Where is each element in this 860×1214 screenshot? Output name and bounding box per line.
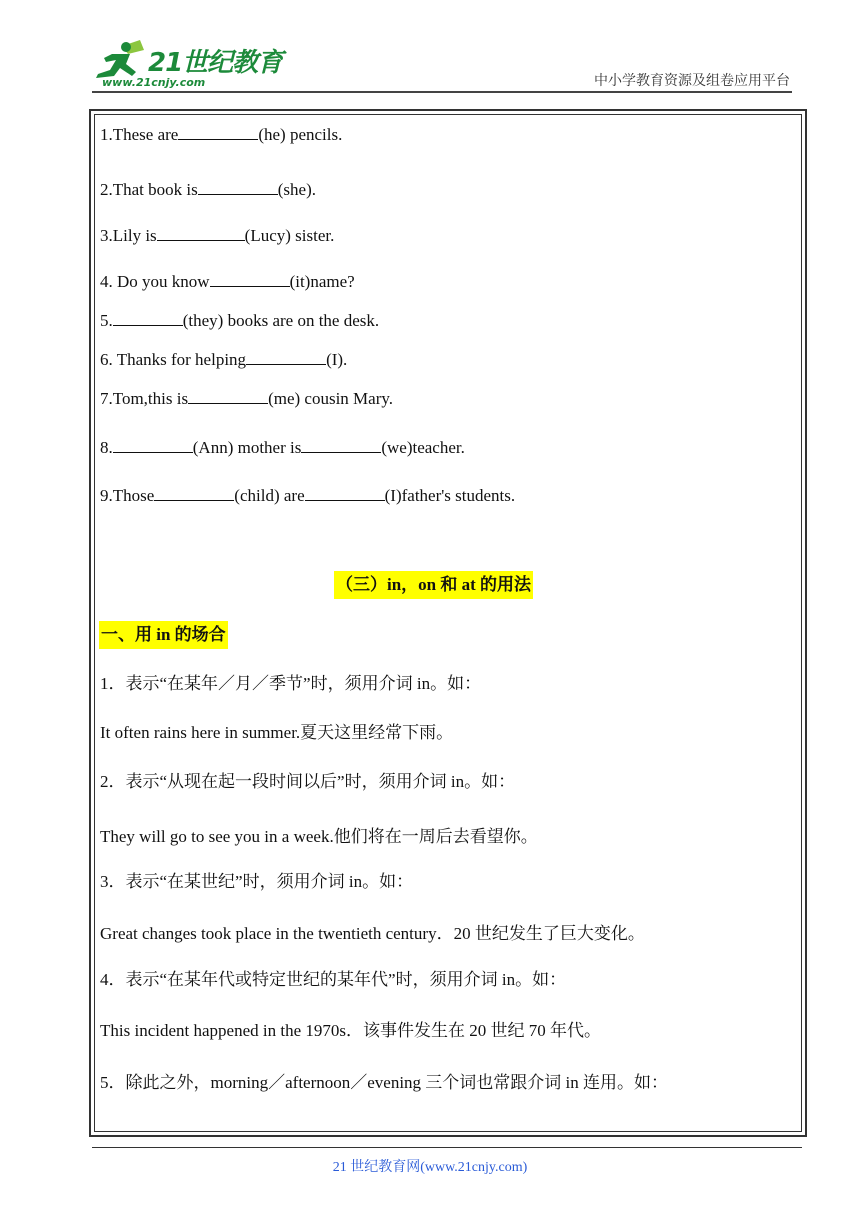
exercise-2: 2.That book is (she). bbox=[100, 180, 316, 199]
rule-5: 5．除此之外，morning／afternoon／evening 三个词也常跟介词 in 连用。如： bbox=[100, 1073, 669, 1092]
answer-blank bbox=[198, 178, 278, 195]
logo bbox=[92, 38, 292, 90]
platform-name: 中小学教育资源及组卷应用平台 bbox=[594, 73, 790, 89]
page-header bbox=[0, 0, 860, 100]
exercise-9: 9.Those (child) are (I)father's students. bbox=[100, 486, 516, 505]
section-title: （三）in，on 和 at 的用法 bbox=[334, 571, 533, 599]
exercise-1: 1.These are (he) pencils. bbox=[100, 125, 343, 144]
exercise-5: 5. (they) books are on the desk. bbox=[100, 311, 380, 330]
answer-blank bbox=[178, 123, 258, 140]
header-rule bbox=[92, 91, 792, 93]
answer-blank bbox=[157, 224, 245, 241]
subsection-title: 一、用 in 的场合 bbox=[99, 621, 228, 649]
answer-blank bbox=[113, 309, 183, 326]
answer-blank bbox=[188, 387, 268, 404]
exercise-8: 8. (Ann) mother is (we)teacher. bbox=[100, 438, 465, 457]
logo-url: www.21cnjy.com bbox=[102, 76, 206, 89]
answer-blank bbox=[210, 270, 290, 287]
answer-blank bbox=[113, 436, 193, 453]
example-4: This incident happened in the 1970s．该事件发生在 20 世纪 70 年代。 bbox=[100, 1021, 601, 1040]
logo-text: 21世纪教育 bbox=[148, 48, 283, 78]
rule-3: 3．表示“在某世纪”时，须用介词 in。如： bbox=[100, 872, 414, 891]
rule-2: 2．表示“从现在起一段时间以后”时，须用介词 in。如： bbox=[100, 772, 516, 791]
answer-blank bbox=[246, 348, 326, 365]
exercise-6: 6. Thanks for helping (I). bbox=[100, 350, 348, 369]
rule-1: 1．表示“在某年／月／季节”时，须用介词 in。如： bbox=[100, 674, 482, 693]
example-1: It often rains here in summer.夏天这里经常下雨。 bbox=[100, 723, 454, 742]
exercise-3: 3.Lily is (Lucy) sister. bbox=[100, 226, 335, 245]
footer-text: 21 世纪教育网(www.21cnjy.com) bbox=[332, 1160, 528, 1175]
footer-rule bbox=[92, 1147, 802, 1148]
answer-blank bbox=[305, 484, 385, 501]
rule-4: 4．表示“在某年代或特定世纪的某年代”时，须用介词 in。如： bbox=[100, 970, 567, 989]
example-2: They will go to see you in a week.他们将在一周后去看望你。 bbox=[100, 827, 538, 846]
answer-blank bbox=[301, 436, 381, 453]
exercise-7: 7.Tom,this is (me) cousin Mary. bbox=[100, 389, 394, 408]
example-3: Great changes took place in the twentieth century．20 世纪发生了巨大变化。 bbox=[100, 924, 645, 943]
answer-blank bbox=[154, 484, 234, 501]
exercise-4: 4. Do you know (it)name? bbox=[100, 272, 355, 291]
